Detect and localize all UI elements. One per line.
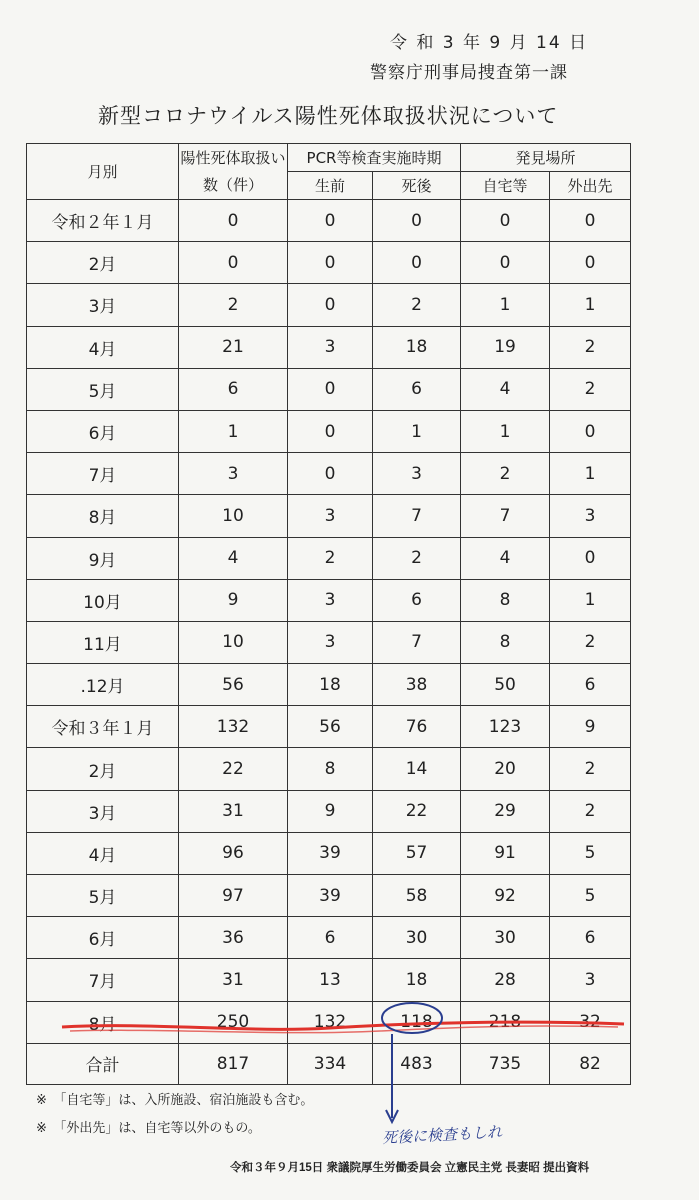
table-row (27, 664, 631, 706)
cell-out: 2 (550, 621, 631, 663)
cell-home: 123 (461, 706, 550, 748)
cell-home: 8 (461, 621, 550, 663)
cell-after: 6 (373, 368, 461, 410)
cell-out: 1 (550, 579, 631, 621)
cell-home: 1 (461, 410, 550, 452)
cell-month: 2月 (27, 242, 179, 284)
table-row (27, 242, 631, 284)
cell-home: 20 (461, 748, 550, 790)
cell-before: 6 (288, 917, 373, 959)
cell-after: 22 (373, 790, 461, 832)
cell-out: 9 (550, 706, 631, 748)
cell-home: 28 (461, 959, 550, 1001)
cell-month: 6月 (27, 410, 179, 452)
table-row (27, 917, 631, 959)
cell-month: 7月 (27, 453, 179, 495)
cell-before: 39 (288, 875, 373, 917)
total-cell-out: 82 (550, 1043, 631, 1084)
cell-home: 19 (461, 326, 550, 368)
total-cell-after: 483 (373, 1043, 461, 1084)
cell-home: 0 (461, 242, 550, 284)
header-pcr-after: 死後 (373, 172, 461, 200)
cell-after: 38 (373, 664, 461, 706)
cell-before: 3 (288, 579, 373, 621)
cell-out: 5 (550, 875, 631, 917)
cell-before: 0 (288, 200, 373, 242)
table-row (27, 1001, 631, 1043)
document-date: 令 和 3 年 9 月 14 日 (390, 33, 589, 53)
cell-before: 39 (288, 832, 373, 874)
cell-cases: 10 (179, 621, 288, 663)
cell-month: 7月 (27, 959, 179, 1001)
cell-after: 0 (373, 200, 461, 242)
cell-after: 2 (373, 284, 461, 326)
header-pcr-before: 生前 (288, 172, 373, 200)
cell-month: 5月 (27, 875, 179, 917)
cell-after: 76 (373, 706, 461, 748)
cell-month: 2月 (27, 748, 179, 790)
cell-after: 0 (373, 242, 461, 284)
cell-out: 3 (550, 959, 631, 1001)
table-row (27, 284, 631, 326)
cell-before: 9 (288, 790, 373, 832)
cell-before: 0 (288, 368, 373, 410)
cell-cases: 22 (179, 748, 288, 790)
table-row (27, 959, 631, 1001)
cell-before: 132 (288, 1001, 373, 1043)
total-cell-home: 735 (461, 1043, 550, 1084)
cell-before: 3 (288, 326, 373, 368)
cell-after: 6 (373, 579, 461, 621)
cell-before: 0 (288, 453, 373, 495)
cell-home: 0 (461, 200, 550, 242)
cell-before: 0 (288, 242, 373, 284)
table-row (27, 410, 631, 452)
header-pcr-timing: PCR等検査実施時期 (288, 144, 461, 172)
covid-death-table (26, 143, 631, 1085)
cell-out: 2 (550, 326, 631, 368)
cell-out: 1 (550, 453, 631, 495)
cell-cases: 0 (179, 242, 288, 284)
table-row (27, 706, 631, 748)
table-row (27, 621, 631, 663)
table-row (27, 326, 631, 368)
cell-month: 5月 (27, 368, 179, 410)
cell-after: 7 (373, 495, 461, 537)
cell-home: 4 (461, 537, 550, 579)
cell-after: 1 (373, 410, 461, 452)
cell-home: 30 (461, 917, 550, 959)
cell-out: 0 (550, 200, 631, 242)
cell-before: 0 (288, 410, 373, 452)
cell-cases: 2 (179, 284, 288, 326)
cell-before: 18 (288, 664, 373, 706)
total-row (27, 1043, 631, 1084)
cell-cases: 132 (179, 706, 288, 748)
cell-month: 6月 (27, 917, 179, 959)
document-title: 新型コロナウイルス陽性死体取扱状況について (98, 104, 559, 128)
cell-month: 4月 (27, 326, 179, 368)
table-row (27, 368, 631, 410)
header-place-home: 自宅等 (461, 172, 550, 200)
cell-cases: 3 (179, 453, 288, 495)
cell-cases: 4 (179, 537, 288, 579)
cell-cases: 9 (179, 579, 288, 621)
cell-after: 3 (373, 453, 461, 495)
cell-home: 92 (461, 875, 550, 917)
cell-after: 7 (373, 621, 461, 663)
cell-cases: 97 (179, 875, 288, 917)
cell-before: 3 (288, 495, 373, 537)
cell-out: 6 (550, 917, 631, 959)
cell-month: 9月 (27, 537, 179, 579)
cell-out: 2 (550, 790, 631, 832)
cell-out: 6 (550, 664, 631, 706)
cell-cases: 36 (179, 917, 288, 959)
header-month: 月別 (27, 144, 179, 200)
table-row (27, 200, 631, 242)
cell-month: 8月 (27, 1001, 179, 1043)
cell-cases: 31 (179, 959, 288, 1001)
table-row (27, 495, 631, 537)
cell-home: 29 (461, 790, 550, 832)
table-row (27, 875, 631, 917)
table-row (27, 790, 631, 832)
submission-footer: 令和３年９月15日 衆議院厚生労働委員会 立憲民主党 長妻昭 提出資料 (230, 1162, 590, 1174)
cell-home: 50 (461, 664, 550, 706)
total-cell-before: 334 (288, 1043, 373, 1084)
handwritten-note: 死後に検査もしれ (381, 1122, 503, 1148)
cell-home: 218 (461, 1001, 550, 1043)
table-row (27, 537, 631, 579)
cell-month: 8月 (27, 495, 179, 537)
cell-cases: 250 (179, 1001, 288, 1043)
cell-out: 0 (550, 410, 631, 452)
header-cases-label: 陽性死体取扱い数（件） (180, 148, 286, 194)
cell-after: 14 (373, 748, 461, 790)
total-cell-cases: 817 (179, 1043, 288, 1084)
cell-cases: 31 (179, 790, 288, 832)
cell-out: 5 (550, 832, 631, 874)
cell-home: 8 (461, 579, 550, 621)
cell-home: 1 (461, 284, 550, 326)
cell-after: 118 (373, 1001, 461, 1043)
cell-before: 13 (288, 959, 373, 1001)
total-cell-month: 合計 (27, 1043, 179, 1084)
note-outside: ※ 「外出先」は、自宅等以外のもの。 (36, 1121, 261, 1136)
cell-cases: 6 (179, 368, 288, 410)
cell-month: 3月 (27, 284, 179, 326)
cell-month: 令和３年１月 (27, 706, 179, 748)
cell-after: 18 (373, 326, 461, 368)
cell-after: 30 (373, 917, 461, 959)
cell-out: 1 (550, 284, 631, 326)
cell-before: 2 (288, 537, 373, 579)
cell-out: 3 (550, 495, 631, 537)
table-row (27, 748, 631, 790)
issuing-department: 警察庁刑事局捜査第一課 (370, 63, 568, 83)
cell-home: 91 (461, 832, 550, 874)
cell-after: 58 (373, 875, 461, 917)
cell-before: 8 (288, 748, 373, 790)
cell-home: 4 (461, 368, 550, 410)
table-row (27, 832, 631, 874)
cell-cases: 96 (179, 832, 288, 874)
cell-month: 3月 (27, 790, 179, 832)
cell-month: 11月 (27, 621, 179, 663)
cell-cases: 56 (179, 664, 288, 706)
cell-out: 0 (550, 242, 631, 284)
cell-cases: 1 (179, 410, 288, 452)
table-row (27, 453, 631, 495)
cell-after: 57 (373, 832, 461, 874)
cell-out: 2 (550, 368, 631, 410)
cell-cases: 10 (179, 495, 288, 537)
header-discovery-place: 発見場所 (461, 144, 631, 172)
cell-month: 4月 (27, 832, 179, 874)
cell-before: 56 (288, 706, 373, 748)
arrow-head (386, 1110, 398, 1122)
header-cases (179, 144, 288, 200)
cell-before: 3 (288, 621, 373, 663)
cell-after: 18 (373, 959, 461, 1001)
header-place-out: 外出先 (550, 172, 631, 200)
cell-cases: 0 (179, 200, 288, 242)
cell-out: 32 (550, 1001, 631, 1043)
cell-before: 0 (288, 284, 373, 326)
cell-home: 7 (461, 495, 550, 537)
cell-cases: 21 (179, 326, 288, 368)
cell-home: 2 (461, 453, 550, 495)
cell-out: 2 (550, 748, 631, 790)
cell-out: 0 (550, 537, 631, 579)
cell-month: 10月 (27, 579, 179, 621)
cell-month: 令和２年１月 (27, 200, 179, 242)
note-home: ※ 「自宅等」は、入所施設、宿泊施設も含む。 (36, 1093, 314, 1108)
cell-month: .12月 (27, 664, 179, 706)
cell-after: 2 (373, 537, 461, 579)
table-row (27, 579, 631, 621)
